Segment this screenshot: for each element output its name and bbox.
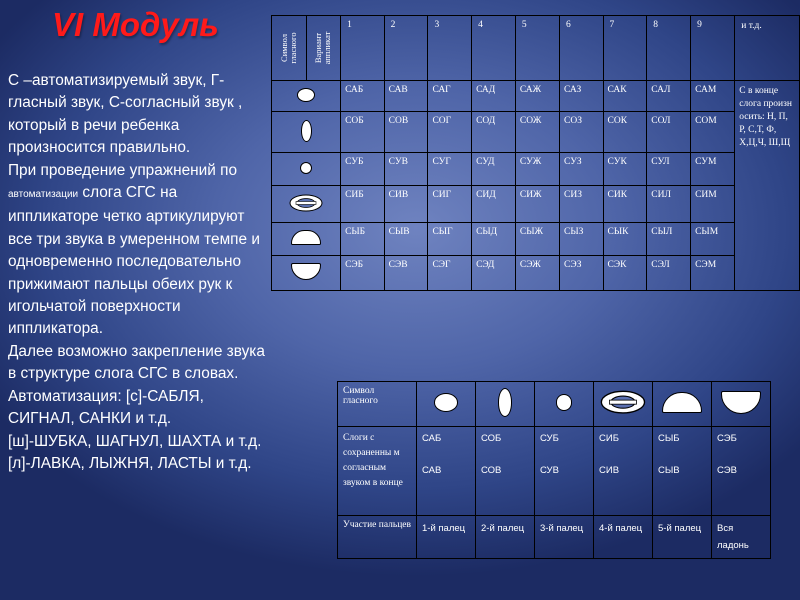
- slide-title: VI Модуль: [52, 6, 219, 43]
- syllable-cell: СУГ: [428, 153, 472, 186]
- syllable-cell: СЫБ: [341, 223, 385, 256]
- syllable-cell: СУК: [603, 153, 647, 186]
- dome-icon: [291, 230, 321, 245]
- syllable-cell: СУД: [472, 153, 516, 186]
- syllable-cell: СЫМ: [691, 223, 735, 256]
- syllable-text: СОБ: [481, 433, 502, 444]
- syllable-cell: САГ: [428, 81, 472, 112]
- syllable-cell: СЫВ: [384, 223, 428, 256]
- syllable-pair-cell: [712, 427, 771, 516]
- small-circle-icon: [300, 162, 312, 174]
- header-col: 2: [384, 16, 428, 81]
- syllable-cell: СЭЛ: [647, 256, 691, 291]
- dome-icon: [662, 392, 703, 412]
- vowel-symbol-cell: [712, 382, 771, 427]
- syllable-cell: СЫК: [603, 223, 647, 256]
- syllable-text: СУБ: [540, 433, 559, 444]
- description-text: [8, 70, 266, 475]
- syllable-cell: САЖ: [515, 81, 559, 112]
- grid-row: [272, 256, 800, 291]
- vowel-symbol-cell: [653, 382, 712, 427]
- paragraph-procedure: При проведение упражнений по автоматизации слога СГС на иппликаторе четко артикулируют все три звука в умеренном темпе и одновременно последовательно прижимают пальцы обеих рук к игольчатой поверхности иппликатора.: [8, 161, 260, 338]
- grid-row: [272, 223, 800, 256]
- syllable-pair-cell: [535, 427, 594, 516]
- syllable-cell: СИМ: [691, 186, 735, 223]
- header-col: 9: [691, 16, 735, 81]
- vowel-symbol-cell: [272, 186, 341, 223]
- syllable-cell: СЭМ: [691, 256, 735, 291]
- syllable-cell: СЫЖ: [515, 223, 559, 256]
- syllable-cell: СЫЗ: [560, 223, 603, 256]
- vowel-symbol-cell: [417, 382, 476, 427]
- syllable-cell: СИЖ: [515, 186, 559, 223]
- finger-cell: 1-й палец: [417, 516, 476, 559]
- oval-wide-icon: [297, 88, 315, 102]
- syllable-cell: СЭГ: [428, 256, 472, 291]
- header-col: 6: [560, 16, 603, 81]
- syllable-cell: САВ: [384, 81, 428, 112]
- syllable-grid-table: [271, 15, 800, 291]
- syllable-text: СОВ: [481, 465, 502, 476]
- symbol-row: [338, 382, 771, 427]
- header-col: 7: [603, 16, 647, 81]
- vowel-fingers-table: [337, 381, 771, 559]
- vowel-symbol-cell: [272, 81, 341, 112]
- vowel-symbol-cell: [272, 153, 341, 186]
- syllable-cell: САЛ: [647, 81, 691, 112]
- example-l: [л]-ЛАВКА, ЛЫЖНЯ, ЛАСТЫ и т.д.: [8, 454, 252, 472]
- syllable-cell: СУЗ: [560, 153, 603, 186]
- bowl-icon: [291, 263, 321, 280]
- grid-row: [272, 153, 800, 186]
- syllable-cell: СУМ: [691, 153, 735, 186]
- paragraph-definitions: С –автоматизируемый звук, Г-гласный звук, С-согласный звук , который в речи ребенка произносится правильно.: [8, 72, 243, 157]
- finger-cell: Вся ладонь: [712, 516, 771, 559]
- syllable-cell: САД: [472, 81, 516, 112]
- syllable-cell: СЭВ: [384, 256, 428, 291]
- oval-wide-icon: [434, 393, 458, 412]
- syllable-cell: СОЖ: [515, 112, 559, 153]
- syllable-text: СЫВ: [658, 465, 680, 476]
- syllable-text: СЫБ: [658, 433, 680, 444]
- syllable-cell: СИД: [472, 186, 516, 223]
- syllable-cell: СОД: [472, 112, 516, 153]
- syllable-cell: СЭК: [603, 256, 647, 291]
- syllable-pair-cell: [594, 427, 653, 516]
- example-s: Автоматизация: [с]-САБЛЯ, СИГНАЛ, САНКИ и т.д.: [8, 387, 204, 428]
- syllable-cell: СЭБ: [341, 256, 385, 291]
- syllable-cell: СОЛ: [647, 112, 691, 153]
- grid-header-row: [272, 16, 800, 81]
- vowel-symbol-cell: [272, 112, 341, 153]
- fingers-row: [338, 516, 771, 559]
- syllable-cell: САЗ: [560, 81, 603, 112]
- syllable-cell: СЭЗ: [560, 256, 603, 291]
- syllable-pair-cell: [653, 427, 712, 516]
- syllable-cell: СУЛ: [647, 153, 691, 186]
- syllable-cell: СОК: [603, 112, 647, 153]
- ring-with-bar-icon: [600, 390, 646, 414]
- grid-row: [272, 112, 800, 153]
- vowel-symbol-cell: [535, 382, 594, 427]
- ring-with-bar-icon: [289, 194, 323, 212]
- vowel-symbol-cell: [272, 256, 341, 291]
- syllable-cell: САБ: [341, 81, 385, 112]
- syllable-cell: СЭЖ: [515, 256, 559, 291]
- header-col: 3: [428, 16, 472, 81]
- syllable-cell: СИГ: [428, 186, 472, 223]
- syllable-cell: САК: [603, 81, 647, 112]
- grid-row: [272, 81, 800, 112]
- syllable-text: СУВ: [540, 465, 559, 476]
- syllable-text: САВ: [422, 465, 442, 476]
- syllable-cell: СОЗ: [560, 112, 603, 153]
- header-etc: и т.д.: [735, 16, 800, 81]
- syllable-text: САБ: [422, 433, 442, 444]
- syllable-text: СИВ: [599, 465, 620, 476]
- small-circle-icon: [556, 394, 572, 410]
- syllable-text: СЭБ: [717, 433, 737, 444]
- example-sh: [ш]-ШУБКА, ШАГНУЛ, ШАХТА и т.д.: [8, 432, 262, 450]
- syllable-cell: СЫЛ: [647, 223, 691, 256]
- paragraph-consolidation: Далее возможно закрепление звука в структуре слога СГС в словах.: [8, 342, 265, 383]
- syllable-cell: СИЛ: [647, 186, 691, 223]
- syllable-cell: СИЗ: [560, 186, 603, 223]
- syllable-cell: СОВ: [384, 112, 428, 153]
- header-symbol: Символ гласного: [272, 16, 307, 81]
- syllable-cell: СИВ: [384, 186, 428, 223]
- syllable-cell: СУЖ: [515, 153, 559, 186]
- vowel-symbol-cell: [594, 382, 653, 427]
- oval-tall-icon: [498, 388, 513, 418]
- row-label: Участие пальцев: [338, 516, 417, 559]
- syllable-cell: СИК: [603, 186, 647, 223]
- syllable-cell: СОБ: [341, 112, 385, 153]
- bowl-icon: [721, 391, 762, 414]
- syllable-text: СИБ: [599, 433, 619, 444]
- finger-cell: 3-й палец: [535, 516, 594, 559]
- vowel-symbol-cell: [272, 223, 341, 256]
- finger-cell: 2-й палец: [476, 516, 535, 559]
- syllable-cell: СЫГ: [428, 223, 472, 256]
- finger-cell: 5-й палец: [653, 516, 712, 559]
- header-variant: Вариант аппликат: [306, 16, 341, 81]
- syllable-text: СЭВ: [717, 465, 737, 476]
- oval-tall-icon: [301, 120, 312, 142]
- syllable-pair-cell: [476, 427, 535, 516]
- syllable-cell: СУВ: [384, 153, 428, 186]
- header-col: 5: [515, 16, 559, 81]
- syllable-cell: СИБ: [341, 186, 385, 223]
- syllable-cell: СУБ: [341, 153, 385, 186]
- finger-cell: 4-й палец: [594, 516, 653, 559]
- vowel-symbol-cell: [476, 382, 535, 427]
- header-col: 4: [472, 16, 516, 81]
- syllable-cell: САМ: [691, 81, 735, 112]
- syllable-cell: СОГ: [428, 112, 472, 153]
- syllable-pair-cell: [417, 427, 476, 516]
- row-label: Слоги с сохраненны м согласным звуком в конце: [338, 427, 417, 516]
- grid-row: [272, 186, 800, 223]
- syllable-cell: СЫД: [472, 223, 516, 256]
- header-col: 8: [647, 16, 691, 81]
- syllable-cell: СОМ: [691, 112, 735, 153]
- syllables-row: [338, 427, 771, 516]
- header-col: 1: [341, 16, 385, 81]
- row-label: Символ гласного: [338, 382, 417, 427]
- ending-consonants-note: С в конце слога произн осить: Н, П, Р, С,Т, Ф, Х,Ц,Ч, Ш,Щ: [735, 81, 800, 291]
- syllable-cell: СЭД: [472, 256, 516, 291]
